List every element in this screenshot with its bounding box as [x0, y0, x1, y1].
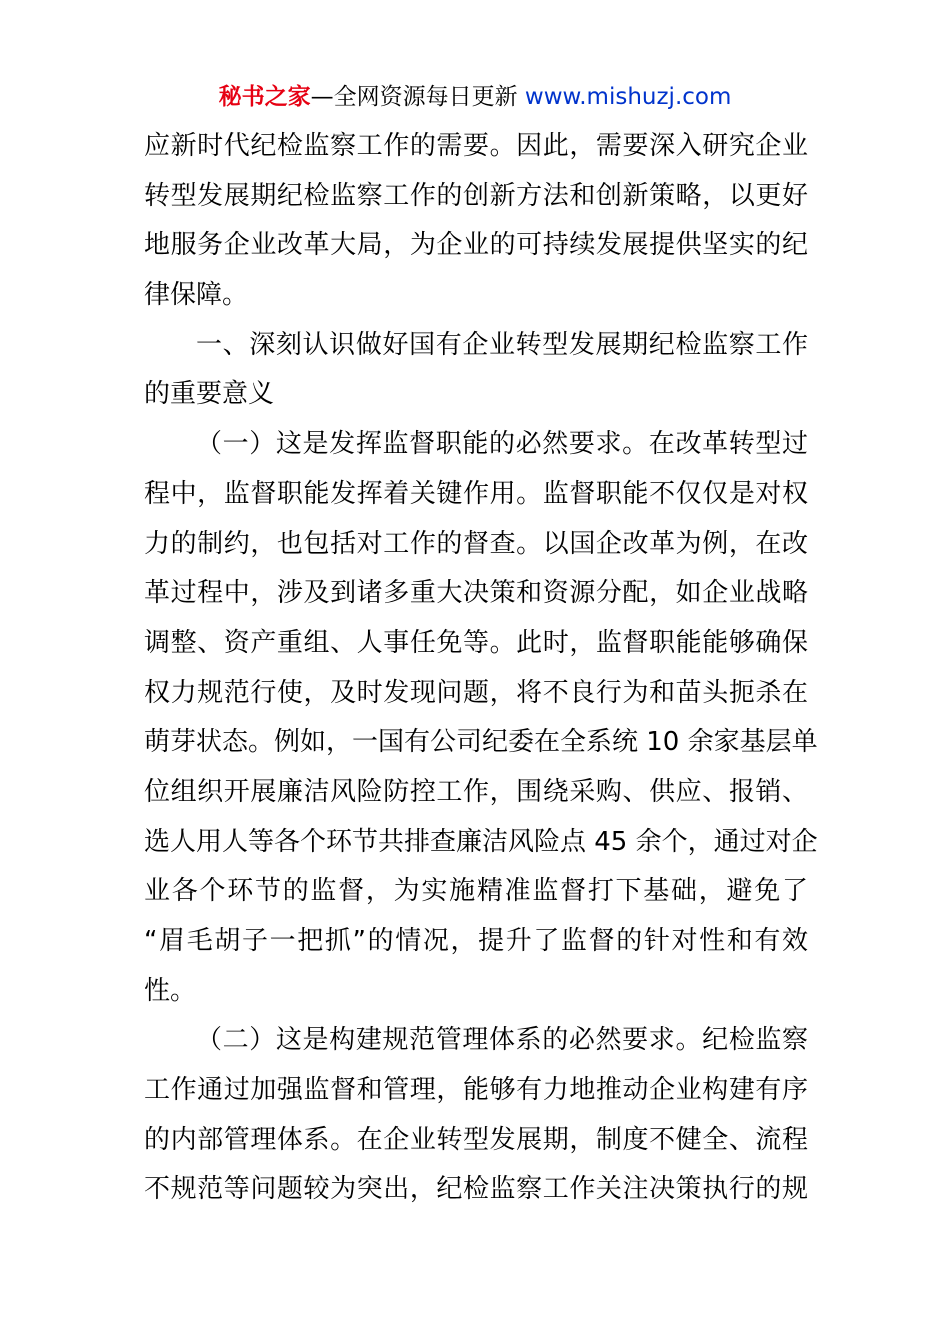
body-text-line: “眉毛胡子一把抓”的情况，提升了监督的针对性和有效	[144, 926, 808, 956]
body-text-line: 工作通过加强监督和管理，能够有力地推动企业构建有序	[144, 1075, 808, 1106]
body-text-line: 权力规范行使，及时发现问题，将不良行为和苗头扼杀在	[144, 677, 808, 708]
body-text-line: （一）这是发挥监督职能的必然要求。在改革转型过	[196, 429, 808, 460]
site-tagline: —全网资源每日更新	[310, 84, 525, 110]
body-text-line: 转型发展期纪检监察工作的创新方法和创新策略，以更好	[144, 180, 808, 211]
body-text-line: 调整、资产重组、人事任免等。此时，监督职能能够确保	[144, 627, 808, 658]
body-text-line: 力的制约，也包括对工作的督查。以国企改革为例，在改	[144, 528, 808, 559]
body-text-line: 萌芽状态。例如，一国有公司纪委在全系统 10 余家基层单	[144, 727, 818, 758]
body-text-line: 律保障。	[144, 280, 249, 311]
body-text-line: （二）这是构建规范管理体系的必然要求。纪检监察	[196, 1025, 808, 1056]
body-text-line: 不规范等问题较为突出，纪检监察工作关注决策执行的规	[144, 1174, 808, 1205]
body-text-line: 地服务企业改革大局，为企业的可持续发展提供坚实的纪	[144, 230, 808, 261]
body-text-line: 的内部管理体系。在企业转型发展期，制度不健全、流程	[144, 1124, 808, 1155]
body-text-line: 业各个环节的监督，为实施精准监督打下基础，避免了	[144, 876, 808, 907]
body-text-line: 的重要意义	[144, 379, 275, 410]
body-text-line: 一、深刻认识做好国有企业转型发展期纪检监察工作	[196, 329, 808, 360]
document-body	[144, 122, 818, 1215]
body-text-line: 程中，监督职能发挥着关键作用。监督职能不仅仅是对权	[144, 478, 808, 509]
site-brand-name: 秘书之家	[218, 84, 311, 110]
body-text-line: 位组织开展廉洁风险防控工作，围绕采购、供应、报销、	[144, 776, 808, 807]
body-text-line: 选人用人等各个环节共排查廉洁风险点 45 余个，通过对企	[144, 826, 818, 857]
body-text-line: 革过程中，涉及到诸多重大决策和资源分配，如企业战略	[144, 578, 808, 609]
site-url-link[interactable]: www.mishuzj.com	[524, 84, 732, 110]
body-text-line: 性。	[144, 975, 197, 1006]
body-text-line: 应新时代纪检监察工作的需要。因此，需要深入研究企业	[144, 131, 808, 161]
page-header	[0, 82, 950, 112]
